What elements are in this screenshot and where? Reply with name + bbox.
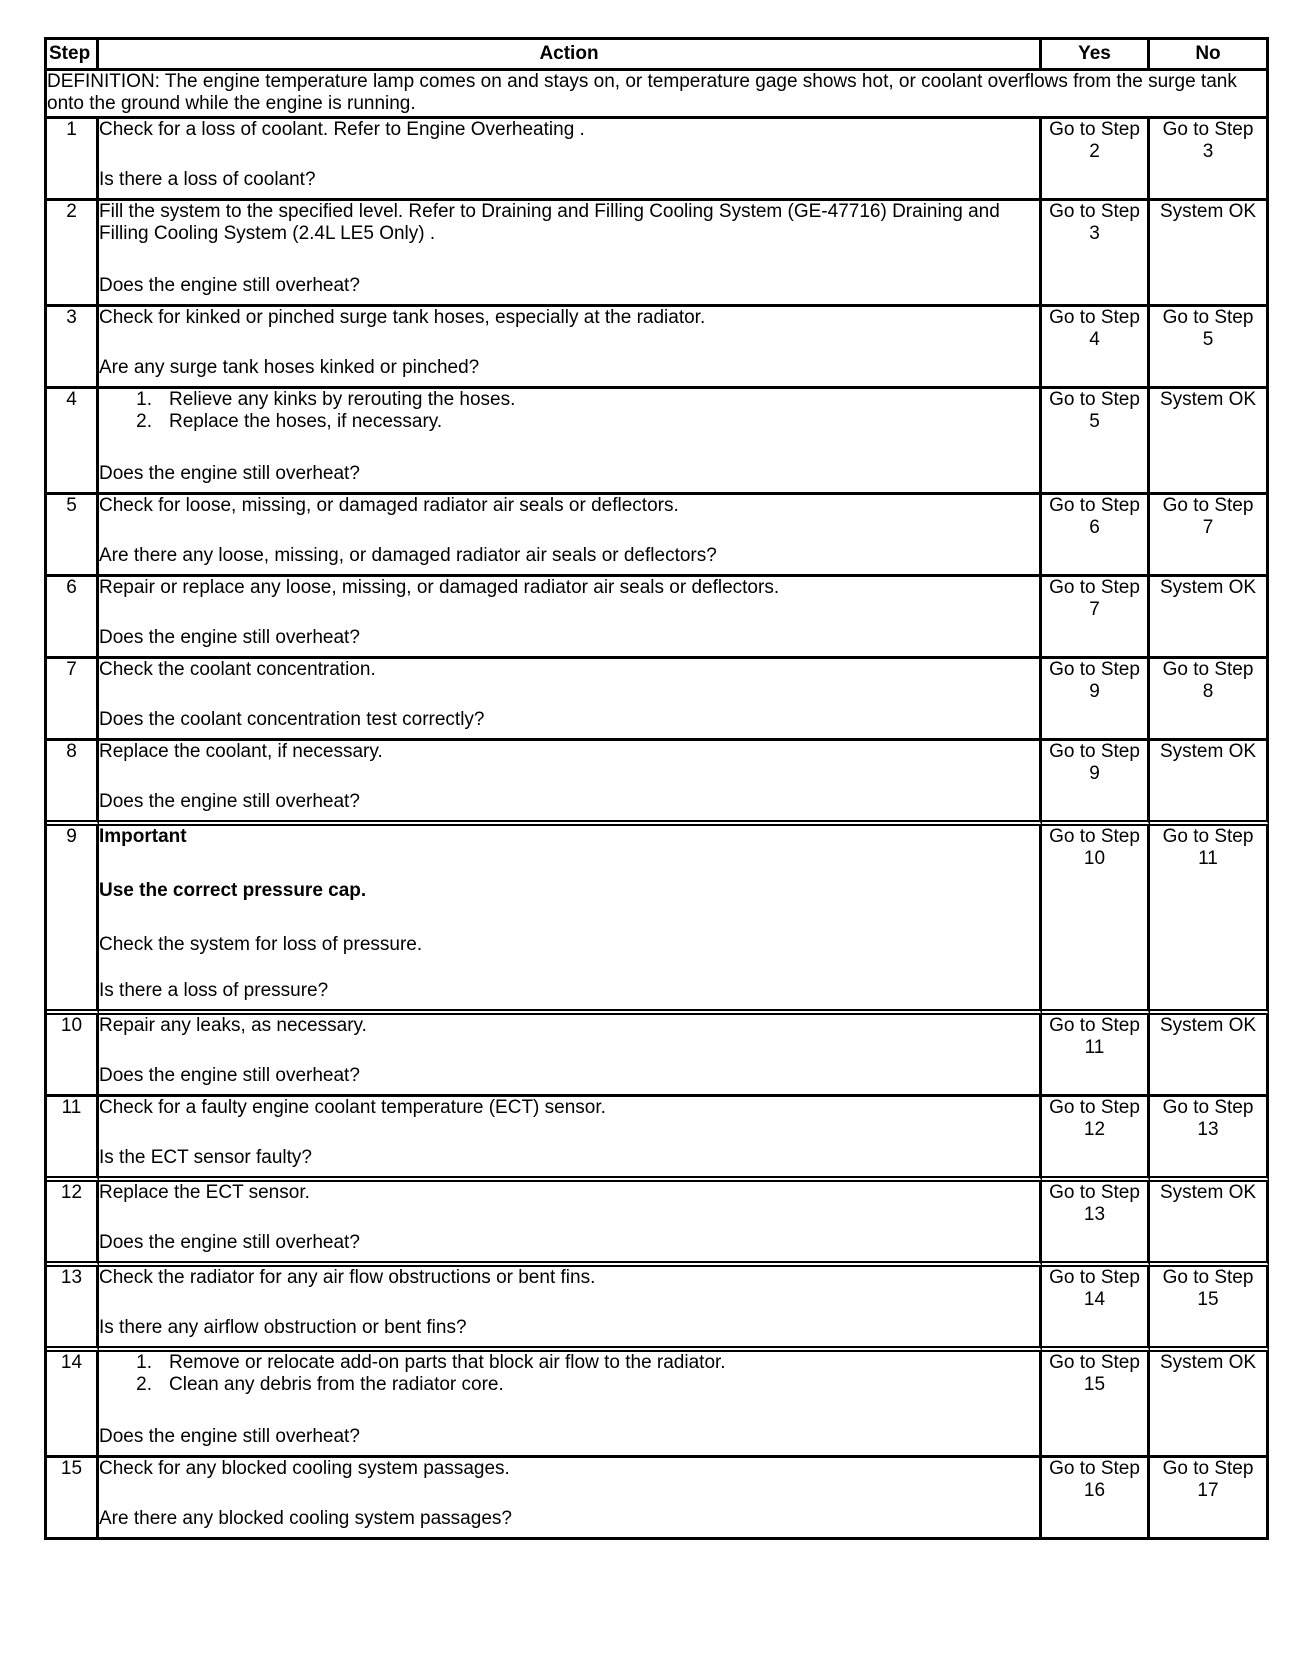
outcome-goto-label: Go to Step — [1162, 1097, 1254, 1118]
important-heading: Important — [99, 826, 187, 847]
action-text: Check for kinked or pinched surge tank hoses, especially at the radiator. — [99, 307, 706, 328]
table-row — [47, 1458, 1269, 1540]
outcome-target: 15 — [1083, 1374, 1106, 1395]
no-outcome — [1150, 577, 1269, 659]
step-number: 12 — [47, 1182, 99, 1267]
no-outcome — [1150, 389, 1269, 495]
outcome-goto-label: Go to Step — [1049, 307, 1140, 328]
list-item-number: 2. — [136, 411, 152, 432]
outcome-target: 14 — [1083, 1289, 1106, 1310]
step-action — [99, 119, 1042, 201]
outcome-target: 2 — [1089, 141, 1100, 162]
outcome-target: System OK — [1159, 1182, 1257, 1203]
list-item-number: 2. — [136, 1374, 152, 1395]
no-outcome — [1150, 826, 1269, 1015]
list-item-number: 1. — [136, 389, 152, 410]
table-row — [47, 1182, 1269, 1267]
table-row — [47, 1352, 1269, 1458]
yes-outcome — [1042, 577, 1150, 659]
action-question: Is there a loss of pressure? — [99, 980, 329, 1001]
step-action — [99, 1267, 1042, 1352]
action-question: Does the coolant concentration test correctly? — [99, 709, 485, 730]
no-outcome — [1150, 307, 1269, 389]
action-text: Replace the coolant, if necessary. — [99, 741, 383, 762]
step-number: 2 — [47, 201, 99, 307]
outcome-target: 13 — [1083, 1204, 1106, 1225]
step-number: 8 — [47, 741, 99, 826]
outcome-goto-label: Go to Step — [1049, 1015, 1140, 1036]
step-number: 13 — [47, 1267, 99, 1352]
outcome-goto-label: Go to Step — [1049, 1267, 1140, 1288]
step-number: 5 — [47, 495, 99, 577]
action-text: Check for loose, missing, or damaged radiator air seals or deflectors. — [99, 495, 679, 516]
step-action — [99, 307, 1042, 389]
table-row — [47, 495, 1269, 577]
yes-outcome — [1042, 119, 1150, 201]
important-note: Use the correct pressure cap. — [99, 880, 367, 901]
yes-outcome — [1042, 1182, 1150, 1267]
yes-outcome — [1042, 1352, 1150, 1458]
action-question: Does the engine still overheat? — [99, 1065, 360, 1086]
outcome-target: 11 — [1084, 1037, 1105, 1058]
no-outcome — [1150, 1267, 1269, 1352]
outcome-target: 10 — [1083, 848, 1106, 869]
outcome-goto-label: Go to Step — [1049, 1352, 1140, 1373]
action-question: Does the engine still overheat? — [99, 1426, 360, 1447]
table-header-row — [47, 40, 1269, 71]
definition-text: DEFINITION: The engine temperature lamp comes on and stays on, or temperature gage shows hot, or coolant overflows from the surge tank onto the ground while the engine is running. — [47, 71, 1269, 119]
yes-outcome — [1042, 1267, 1150, 1352]
no-outcome — [1150, 1097, 1269, 1182]
action-text: Check for any blocked cooling system passages. — [99, 1458, 510, 1479]
outcome-goto-label: Go to Step — [1049, 201, 1140, 222]
outcome-target: 9 — [1089, 763, 1100, 784]
outcome-target: System OK — [1159, 389, 1257, 410]
table-row — [47, 1015, 1269, 1097]
outcome-target: 15 — [1197, 1289, 1219, 1310]
outcome-target: 4 — [1089, 329, 1100, 350]
list-item — [99, 1374, 1039, 1396]
outcome-target: 3 — [1089, 223, 1100, 244]
outcome-target: System OK — [1159, 1352, 1257, 1373]
outcome-goto-label: Go to Step — [1162, 1458, 1254, 1479]
step-action — [99, 495, 1042, 577]
yes-outcome — [1042, 1097, 1150, 1182]
step-action — [99, 826, 1042, 1015]
action-question: Does the engine still overheat? — [99, 627, 360, 648]
step-number: 1 — [47, 119, 99, 201]
outcome-goto-label: Go to Step — [1162, 1267, 1254, 1288]
action-text: Fill the system to the specified level. Refer to Draining and Filling Cooling System (GE-47716) Draining and Filling Cooling System (2.4L LE5 Only) . — [99, 201, 1000, 244]
no-outcome — [1150, 659, 1269, 741]
action-question: Is there a loss of coolant? — [99, 169, 316, 190]
action-text: Check the system for loss of pressure. — [99, 934, 423, 955]
list-item — [99, 389, 1039, 411]
yes-outcome — [1042, 1458, 1150, 1540]
table-row — [47, 201, 1269, 307]
action-text: Check the coolant concentration. — [99, 659, 376, 680]
outcome-goto-label: Go to Step — [1049, 119, 1140, 140]
action-question: Are there any loose, missing, or damaged radiator air seals or deflectors? — [99, 545, 717, 566]
table-row — [47, 1097, 1269, 1182]
header-no: No — [1150, 40, 1269, 71]
step-action — [99, 577, 1042, 659]
outcome-target: 11 — [1198, 848, 1218, 869]
table-row — [47, 826, 1269, 1015]
action-question: Are any surge tank hoses kinked or pinched? — [99, 357, 480, 378]
action-text: Check the radiator for any air flow obstructions or bent fins. — [99, 1267, 596, 1288]
step-action — [99, 741, 1042, 826]
outcome-goto-label: Go to Step — [1049, 826, 1140, 847]
step-number: 6 — [47, 577, 99, 659]
step-number: 3 — [47, 307, 99, 389]
no-outcome — [1150, 1182, 1269, 1267]
outcome-target: 12 — [1083, 1119, 1106, 1140]
action-question: Is there any airflow obstruction or bent fins? — [99, 1317, 467, 1338]
action-list — [99, 1352, 1039, 1396]
outcome-target: 5 — [1202, 329, 1214, 350]
outcome-target: 7 — [1202, 517, 1214, 538]
header-action: Action — [99, 40, 1042, 71]
outcome-goto-label: Go to Step — [1049, 741, 1140, 762]
yes-outcome — [1042, 495, 1150, 577]
outcome-goto-label: Go to Step — [1162, 826, 1254, 847]
action-question: Does the engine still overheat? — [99, 463, 360, 484]
outcome-goto-label: Go to Step — [1049, 495, 1140, 516]
outcome-target: 3 — [1202, 141, 1214, 162]
no-outcome — [1150, 741, 1269, 826]
outcome-goto-label: Go to Step — [1162, 307, 1254, 328]
no-outcome — [1150, 1458, 1269, 1540]
step-number: 15 — [47, 1458, 99, 1540]
action-question: Is the ECT sensor faulty? — [99, 1147, 312, 1168]
outcome-target: System OK — [1159, 201, 1257, 222]
outcome-target: 16 — [1083, 1480, 1106, 1501]
outcome-goto-label: Go to Step — [1049, 1458, 1140, 1479]
list-item-text: Replace the hoses, if necessary. — [169, 411, 443, 432]
step-action — [99, 1015, 1042, 1097]
outcome-target: System OK — [1159, 1015, 1257, 1036]
outcome-target: 7 — [1089, 599, 1100, 620]
table-row — [47, 741, 1269, 826]
definition-row — [47, 71, 1269, 119]
step-number: 7 — [47, 659, 99, 741]
diagnostic-table — [44, 37, 1269, 1540]
yes-outcome — [1042, 1015, 1150, 1097]
outcome-goto-label: Go to Step — [1049, 1097, 1140, 1118]
step-number: 10 — [47, 1015, 99, 1097]
step-action — [99, 389, 1042, 495]
yes-outcome — [1042, 307, 1150, 389]
action-question: Does the engine still overheat? — [99, 791, 360, 812]
outcome-goto-label: Go to Step — [1162, 119, 1254, 140]
yes-outcome — [1042, 659, 1150, 741]
yes-outcome — [1042, 201, 1150, 307]
step-number: 4 — [47, 389, 99, 495]
outcome-goto-label: Go to Step — [1162, 495, 1254, 516]
action-text: Check for a loss of coolant. Refer to Engine Overheating . — [99, 119, 585, 140]
outcome-target: 9 — [1089, 681, 1100, 702]
table-row — [47, 577, 1269, 659]
step-action — [99, 1352, 1042, 1458]
no-outcome — [1150, 1352, 1269, 1458]
action-text: Replace the ECT sensor. — [99, 1182, 310, 1203]
list-item-text: Clean any debris from the radiator core. — [169, 1374, 504, 1395]
action-question: Does the engine still overheat? — [99, 1232, 360, 1253]
table-row — [47, 389, 1269, 495]
no-outcome — [1150, 1015, 1269, 1097]
step-number: 14 — [47, 1352, 99, 1458]
table-row — [47, 1267, 1269, 1352]
outcome-target: 17 — [1197, 1480, 1219, 1501]
step-action — [99, 659, 1042, 741]
list-item-number: 1. — [136, 1352, 152, 1373]
table-row — [47, 119, 1269, 201]
step-number: 9 — [47, 826, 99, 1015]
list-item — [99, 411, 1039, 433]
step-action — [99, 201, 1042, 307]
yes-outcome — [1042, 389, 1150, 495]
action-question: Are there any blocked cooling system passages? — [99, 1508, 512, 1529]
no-outcome — [1150, 201, 1269, 307]
outcome-target: System OK — [1159, 577, 1257, 598]
no-outcome — [1150, 119, 1269, 201]
table-row — [47, 659, 1269, 741]
list-item-text: Relieve any kinks by rerouting the hoses. — [169, 389, 516, 410]
list-item — [99, 1352, 1039, 1374]
header-yes: Yes — [1042, 40, 1150, 71]
outcome-goto-label: Go to Step — [1049, 659, 1140, 680]
outcome-target: 8 — [1202, 681, 1214, 702]
action-text: Check for a faulty engine coolant temperature (ECT) sensor. — [99, 1097, 606, 1118]
outcome-target: 6 — [1089, 517, 1100, 538]
outcome-goto-label: Go to Step — [1162, 659, 1254, 680]
outcome-target: 13 — [1197, 1119, 1219, 1140]
action-list — [99, 389, 1039, 433]
table-row — [47, 307, 1269, 389]
step-action — [99, 1458, 1042, 1540]
outcome-goto-label: Go to Step — [1049, 1182, 1140, 1203]
action-text: Repair or replace any loose, missing, or damaged radiator air seals or deflectors. — [99, 577, 780, 598]
step-number: 11 — [47, 1097, 99, 1182]
no-outcome — [1150, 495, 1269, 577]
outcome-goto-label: Go to Step — [1049, 577, 1140, 598]
list-item-text: Remove or relocate add-on parts that block air flow to the radiator. — [169, 1352, 726, 1373]
header-step: Step — [47, 40, 99, 71]
outcome-target: 5 — [1089, 411, 1100, 432]
outcome-goto-label: Go to Step — [1049, 389, 1140, 410]
yes-outcome — [1042, 826, 1150, 1015]
action-question: Does the engine still overheat? — [99, 275, 360, 296]
action-text: Repair any leaks, as necessary. — [99, 1015, 367, 1036]
step-action — [99, 1097, 1042, 1182]
yes-outcome — [1042, 741, 1150, 826]
step-action — [99, 1182, 1042, 1267]
outcome-target: System OK — [1159, 741, 1257, 762]
